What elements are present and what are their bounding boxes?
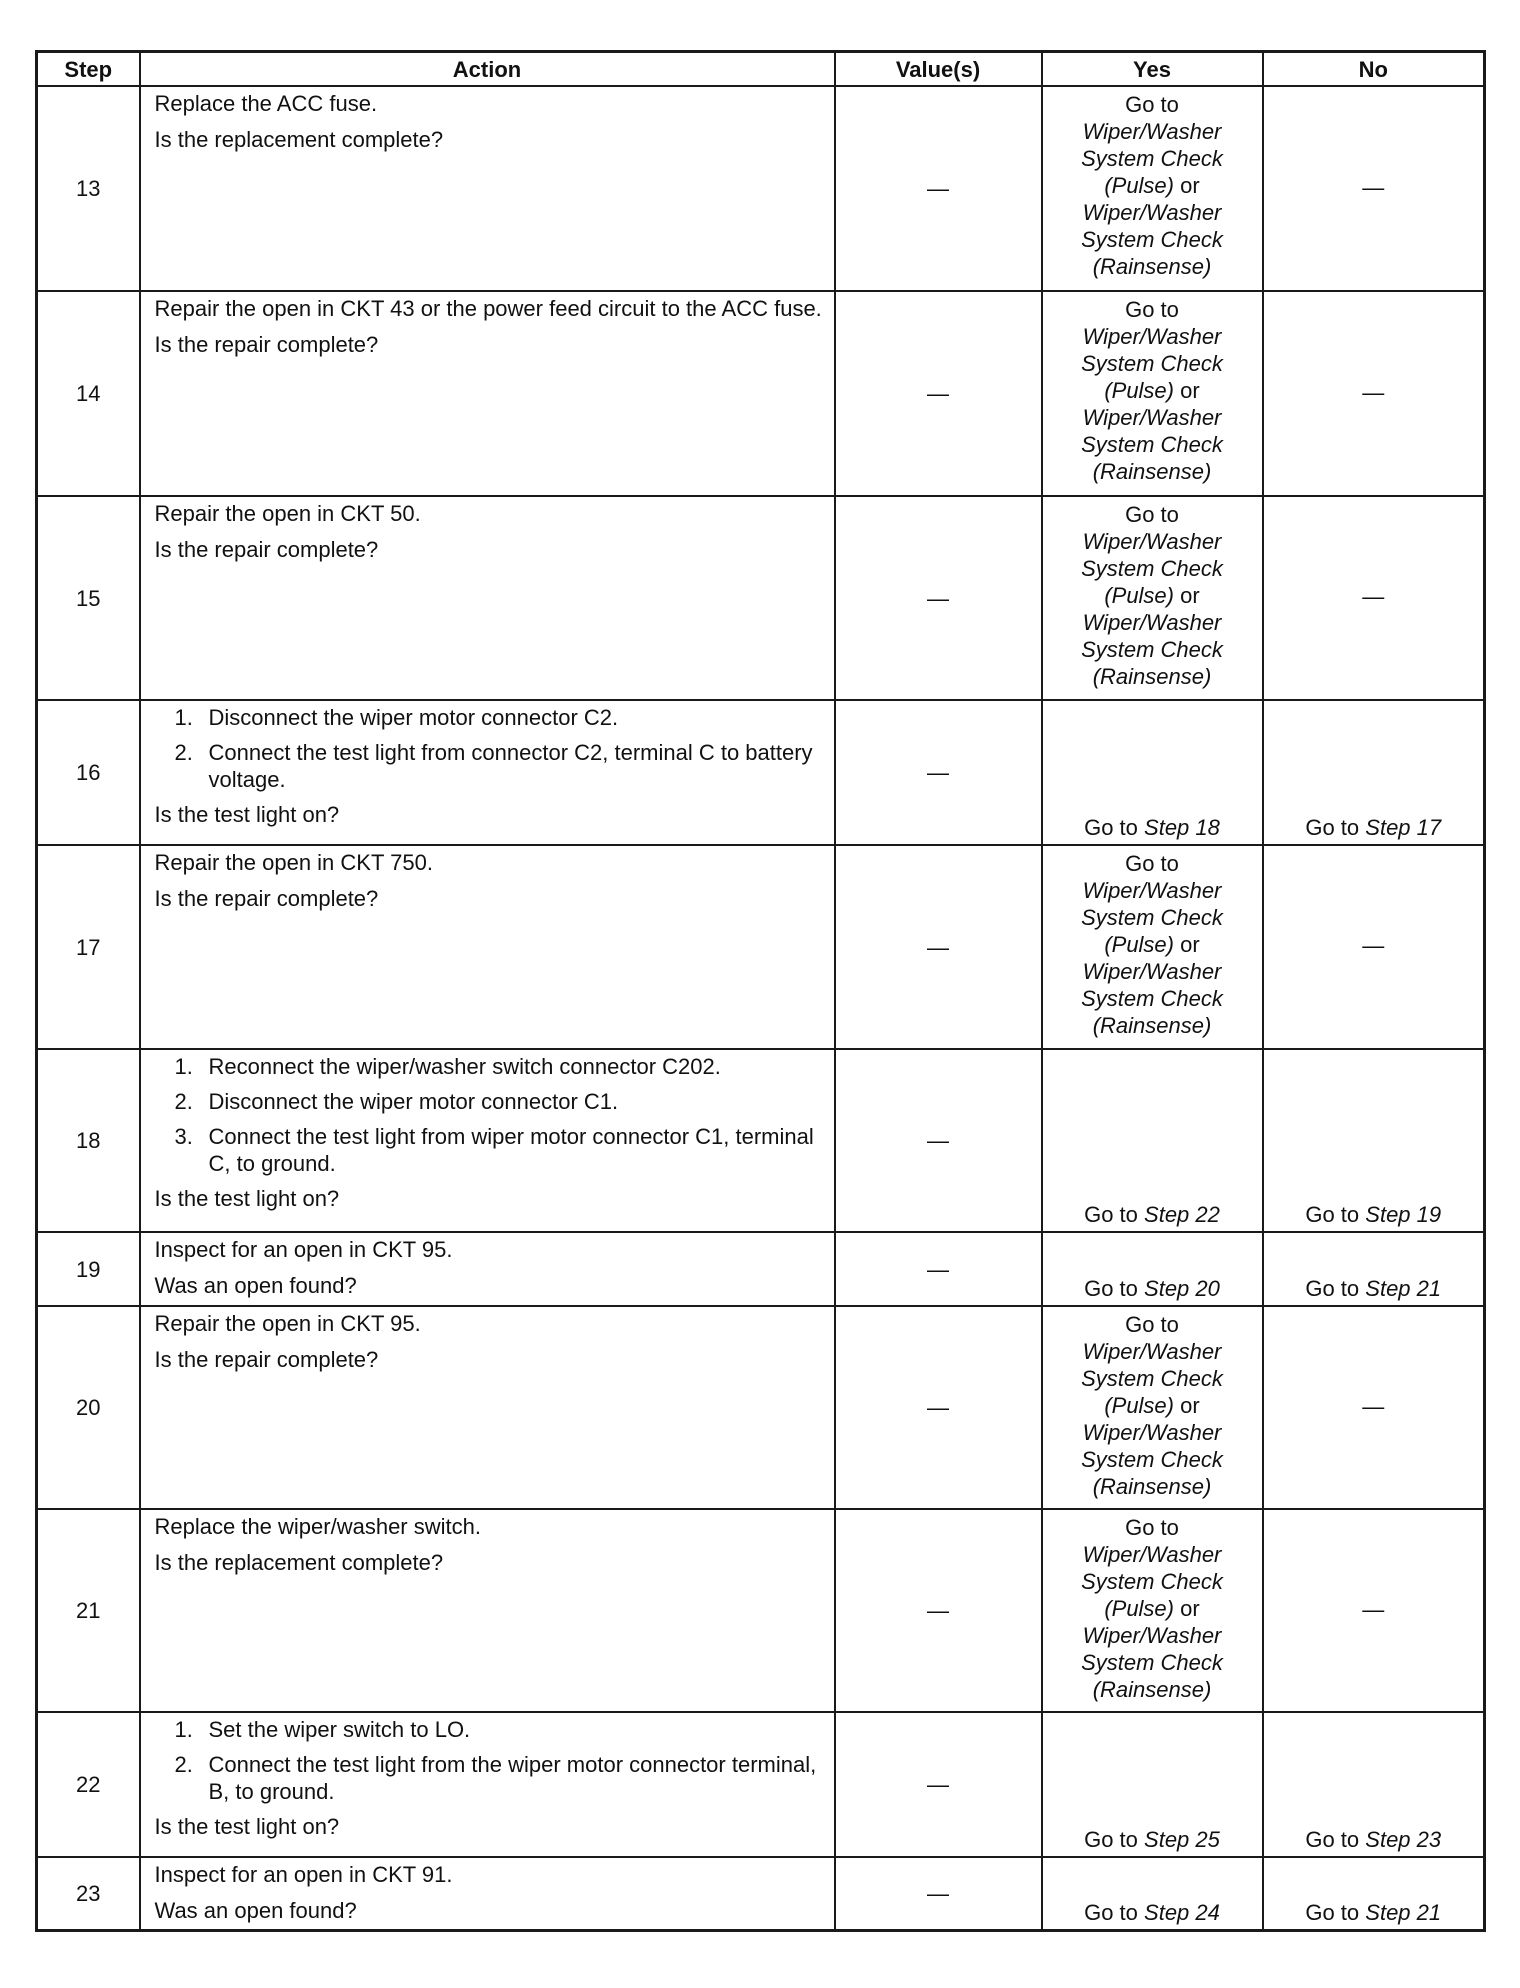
- system-name: System Check: [1081, 1569, 1223, 1594]
- header-values: Value(s): [835, 52, 1042, 87]
- table-row: [37, 291, 1485, 496]
- action-text: Inspect for an open in CKT 91.: [154, 1862, 453, 1887]
- goto-prefix: Go to: [1125, 297, 1179, 322]
- system-variant: (Pulse): [1104, 583, 1174, 608]
- yes-cell: [1042, 1232, 1263, 1306]
- yes-cell: [1042, 496, 1263, 700]
- step-word: Step: [1144, 1899, 1190, 1925]
- system-name: Wiper/Washer: [1082, 610, 1222, 635]
- header-action: Action: [140, 52, 835, 87]
- system-variant: (Rainsense): [1092, 254, 1212, 279]
- system-name: Wiper/Washer: [1082, 878, 1222, 903]
- no-dash: —: [1362, 379, 1385, 405]
- table-row: [37, 1712, 1485, 1857]
- goto-prefix: Go to: [1305, 1899, 1360, 1925]
- system-name: Wiper/Washer: [1082, 1420, 1222, 1445]
- step-cell: [37, 291, 140, 496]
- value-dash: —: [927, 1395, 949, 1420]
- action-list: [155, 1716, 824, 1805]
- list-item-text: Connect the test light from connector C2, terminal C to battery voltage.: [208, 740, 813, 792]
- step-reference: [1365, 815, 1441, 840]
- goto-step: [1084, 1827, 1220, 1852]
- value-dash: —: [927, 1772, 949, 1797]
- list-item: [155, 1053, 824, 1080]
- table-row: [37, 1232, 1485, 1306]
- goto-prefix: Go to: [1084, 1827, 1138, 1852]
- step-target: 18: [1195, 815, 1220, 840]
- goto-step: [1305, 1276, 1441, 1301]
- list-item-text: Connect the test light from wiper motor connector C1, terminal C, to ground.: [208, 1124, 814, 1176]
- system-name: System Check: [1081, 1366, 1223, 1391]
- action-text: Replace the wiper/washer switch.: [154, 1514, 481, 1539]
- no-cell: [1263, 1232, 1485, 1306]
- step-word: Step: [1144, 1827, 1190, 1852]
- step-cell: [37, 1306, 140, 1509]
- system-name: System Check: [1081, 1447, 1223, 1472]
- header-no: No: [1263, 52, 1485, 87]
- step-reference: [1365, 1276, 1441, 1301]
- step-reference: [1365, 1827, 1441, 1852]
- step-cell: [37, 1712, 140, 1857]
- no-cell: [1263, 86, 1485, 291]
- goto-prefix: Go to: [1305, 815, 1360, 840]
- step-reference: [1144, 815, 1220, 840]
- table-row: [37, 845, 1485, 1049]
- action-text: Repair the open in CKT 50.: [154, 501, 421, 526]
- action-question: Is the test light on?: [154, 802, 340, 827]
- list-number: 2.: [174, 740, 193, 765]
- step-number: 21: [76, 1598, 101, 1623]
- action-cell: [140, 1857, 835, 1930]
- goto-step: [1084, 815, 1220, 840]
- action-cell: [140, 1306, 835, 1509]
- list-item-text: Set the wiper switch to LO.: [208, 1717, 471, 1742]
- diagnostic-steps-table: [35, 50, 1486, 1932]
- or-text: or: [1180, 1393, 1200, 1418]
- action-cell: [140, 1509, 835, 1712]
- list-number: 1.: [174, 705, 193, 730]
- step-number: 14: [76, 381, 101, 406]
- step-target: 20: [1195, 1276, 1220, 1301]
- step-target: 21: [1416, 1899, 1442, 1925]
- action-question: Is the test light on?: [154, 1814, 340, 1839]
- system-name: Wiper/Washer: [1082, 324, 1222, 349]
- step-word: Step: [1144, 1276, 1190, 1301]
- value-dash: —: [927, 176, 949, 201]
- action-question: Is the repair complete?: [154, 886, 379, 911]
- no-cell: [1263, 1049, 1485, 1232]
- list-item: [155, 1123, 824, 1177]
- value-dash: —: [927, 585, 949, 611]
- yes-cell: [1042, 1509, 1263, 1712]
- step-reference: [1144, 1202, 1220, 1227]
- system-name: Wiper/Washer: [1082, 405, 1222, 430]
- yes-cell: [1042, 291, 1263, 496]
- no-cell: [1263, 1509, 1485, 1712]
- value-cell: [835, 700, 1042, 845]
- system-variant: (Rainsense): [1092, 664, 1212, 689]
- system-name: System Check: [1081, 556, 1223, 581]
- system-name: Wiper/Washer: [1082, 200, 1222, 225]
- no-cell: [1263, 291, 1485, 496]
- list-item-text: Disconnect the wiper motor connector C2.: [208, 705, 619, 730]
- system-name: System Check: [1081, 905, 1223, 930]
- table-row: [37, 700, 1485, 845]
- goto-prefix: Go to: [1084, 1276, 1138, 1301]
- yes-cell: [1042, 1049, 1263, 1232]
- step-reference: [1144, 1276, 1220, 1301]
- step-cell: [37, 1049, 140, 1232]
- action-cell: [140, 700, 835, 845]
- system-name: System Check: [1081, 146, 1223, 171]
- action-cell: [140, 845, 835, 1049]
- value-dash: —: [927, 1880, 949, 1906]
- system-name: System Check: [1081, 432, 1223, 457]
- goto-prefix: Go to: [1305, 1827, 1360, 1852]
- value-cell: [835, 1049, 1042, 1232]
- no-dash: —: [1362, 174, 1385, 200]
- system-name: Wiper/Washer: [1082, 1623, 1222, 1648]
- action-question: Was an open found?: [154, 1898, 357, 1923]
- action-question: Is the replacement complete?: [154, 1550, 444, 1575]
- table-body: [37, 86, 1485, 1930]
- action-list: [155, 704, 824, 793]
- system-name: Wiper/Washer: [1082, 119, 1222, 144]
- goto-step: [1084, 1202, 1220, 1227]
- no-dash: —: [1362, 1393, 1385, 1419]
- action-list: [155, 1053, 824, 1177]
- list-item-text: Reconnect the wiper/washer switch connector C202.: [208, 1054, 721, 1079]
- step-cell: [37, 496, 140, 700]
- table-row: [37, 496, 1485, 700]
- goto-step: [1305, 1202, 1441, 1227]
- action-cell: [140, 291, 835, 496]
- goto-system-check: [1049, 1311, 1256, 1500]
- step-reference: [1365, 1900, 1441, 1925]
- list-item: [155, 704, 824, 731]
- or-text: or: [1180, 378, 1200, 403]
- step-word: Step: [1365, 1899, 1411, 1925]
- value-cell: [835, 1857, 1042, 1930]
- goto-system-check: [1049, 296, 1256, 485]
- action-text: Repair the open in CKT 95.: [154, 1311, 421, 1336]
- step-word: Step: [1365, 1202, 1411, 1227]
- header-row: [37, 52, 1485, 87]
- action-text: Repair the open in CKT 750.: [154, 850, 433, 875]
- action-text: Replace the ACC fuse.: [154, 91, 378, 116]
- value-cell: [835, 86, 1042, 291]
- action-question: Is the repair complete?: [154, 332, 379, 357]
- step-reference: [1365, 1202, 1441, 1227]
- system-name: System Check: [1081, 351, 1223, 376]
- table-row: [37, 1049, 1485, 1232]
- table-row: [37, 1306, 1485, 1509]
- goto-prefix: Go to: [1084, 815, 1138, 840]
- no-dash: —: [1362, 1596, 1385, 1622]
- goto-prefix: Go to: [1125, 1312, 1179, 1337]
- step-target: 22: [1195, 1202, 1220, 1227]
- goto-prefix: Go to: [1084, 1202, 1138, 1227]
- system-name: System Check: [1081, 637, 1223, 662]
- step-target: 23: [1416, 1827, 1442, 1852]
- value-cell: [835, 291, 1042, 496]
- action-question: Was an open found?: [154, 1273, 357, 1298]
- step-word: Step: [1144, 1202, 1190, 1227]
- step-cell: [37, 1857, 140, 1930]
- value-cell: [835, 1712, 1042, 1857]
- goto-step: [1305, 1827, 1441, 1852]
- list-item: [155, 739, 824, 793]
- no-cell: [1263, 845, 1485, 1049]
- system-name: System Check: [1081, 227, 1223, 252]
- step-target: 19: [1416, 1202, 1442, 1227]
- step-word: Step: [1144, 815, 1190, 840]
- list-number: 2.: [174, 1089, 193, 1114]
- system-name: System Check: [1081, 1650, 1223, 1675]
- goto-prefix: Go to: [1305, 1276, 1360, 1301]
- step-word: Step: [1365, 815, 1411, 840]
- system-variant: (Rainsense): [1092, 1013, 1212, 1038]
- no-dash: —: [1362, 584, 1385, 609]
- value-dash: —: [927, 760, 949, 785]
- step-target: 17: [1416, 815, 1442, 840]
- header-step: Step: [37, 52, 140, 87]
- yes-cell: [1042, 86, 1263, 291]
- goto-system-check: [1049, 1514, 1256, 1703]
- action-cell: [140, 1232, 835, 1306]
- step-number: 23: [76, 1880, 101, 1906]
- action-text: Repair the open in CKT 43 or the power feed circuit to the ACC fuse.: [154, 296, 822, 321]
- step-word: Step: [1365, 1276, 1411, 1301]
- system-variant: (Pulse): [1104, 932, 1174, 957]
- value-cell: [835, 1306, 1042, 1509]
- system-name: Wiper/Washer: [1082, 1339, 1222, 1364]
- goto-system-check: [1049, 850, 1256, 1039]
- goto-system-check: [1049, 91, 1256, 280]
- step-number: 13: [76, 176, 101, 201]
- action-question: Is the replacement complete?: [154, 127, 444, 152]
- list-number: 3.: [174, 1124, 193, 1149]
- table-row: [37, 1509, 1485, 1712]
- action-cell: [140, 1049, 835, 1232]
- list-item-text: Connect the test light from the wiper motor connector terminal, B, to ground.: [208, 1752, 817, 1804]
- step-target: 25: [1195, 1827, 1220, 1852]
- system-variant: (Pulse): [1104, 1393, 1174, 1418]
- no-cell: [1263, 1857, 1485, 1930]
- no-cell: [1263, 1306, 1485, 1509]
- step-word: Step: [1365, 1827, 1411, 1852]
- goto-prefix: Go to: [1125, 1515, 1179, 1540]
- value-dash: —: [927, 1598, 949, 1623]
- system-name: Wiper/Washer: [1082, 1542, 1222, 1567]
- goto-prefix: Go to: [1125, 92, 1179, 117]
- action-question: Is the repair complete?: [154, 537, 379, 562]
- system-variant: (Pulse): [1104, 173, 1174, 198]
- step-cell: [37, 1232, 140, 1306]
- goto-step: [1084, 1900, 1220, 1925]
- goto-step: [1305, 815, 1441, 840]
- list-number: 1.: [174, 1717, 193, 1742]
- table-row: [37, 1857, 1485, 1930]
- table-row: [37, 86, 1485, 291]
- step-number: 20: [76, 1395, 101, 1420]
- list-number: 2.: [174, 1752, 193, 1777]
- value-cell: [835, 1232, 1042, 1306]
- goto-prefix: Go to: [1125, 851, 1179, 876]
- action-question: Is the test light on?: [154, 1186, 340, 1211]
- no-dash: —: [1362, 933, 1385, 958]
- action-cell: [140, 496, 835, 700]
- goto-step: [1084, 1276, 1220, 1301]
- action-question: Is the repair complete?: [154, 1347, 379, 1372]
- system-variant: (Rainsense): [1092, 1474, 1212, 1499]
- header-yes: Yes: [1042, 52, 1263, 87]
- value-dash: —: [927, 934, 949, 960]
- no-cell: [1263, 700, 1485, 845]
- no-cell: [1263, 1712, 1485, 1857]
- step-number: 15: [76, 585, 101, 611]
- system-name: Wiper/Washer: [1082, 959, 1222, 984]
- or-text: or: [1180, 1596, 1200, 1621]
- step-number: 22: [76, 1772, 101, 1797]
- or-text: or: [1180, 932, 1200, 957]
- yes-cell: [1042, 1712, 1263, 1857]
- step-cell: [37, 86, 140, 291]
- step-number: 16: [76, 760, 101, 785]
- or-text: or: [1180, 173, 1200, 198]
- value-cell: [835, 845, 1042, 1049]
- step-target: 21: [1416, 1276, 1442, 1301]
- goto-prefix: Go to: [1305, 1202, 1360, 1227]
- yes-cell: [1042, 1857, 1263, 1930]
- step-number: 18: [76, 1128, 101, 1153]
- list-item-text: Disconnect the wiper motor connector C1.: [208, 1089, 619, 1114]
- goto-prefix: Go to: [1084, 1899, 1138, 1925]
- system-variant: (Pulse): [1104, 1596, 1174, 1621]
- value-dash: —: [927, 381, 949, 406]
- yes-cell: [1042, 700, 1263, 845]
- system-variant: (Rainsense): [1092, 459, 1212, 484]
- step-reference: [1144, 1900, 1220, 1925]
- action-cell: [140, 86, 835, 291]
- value-cell: [835, 496, 1042, 700]
- value-cell: [835, 1509, 1042, 1712]
- yes-cell: [1042, 845, 1263, 1049]
- step-cell: [37, 845, 140, 1049]
- system-variant: (Rainsense): [1092, 1677, 1212, 1702]
- system-name: System Check: [1081, 986, 1223, 1011]
- step-number: 19: [76, 1256, 101, 1282]
- step-cell: [37, 700, 140, 845]
- goto-step: [1305, 1900, 1441, 1925]
- action-cell: [140, 1712, 835, 1857]
- value-dash: —: [927, 1128, 949, 1153]
- step-reference: [1144, 1827, 1220, 1852]
- list-item: [155, 1751, 824, 1805]
- step-number: 17: [76, 934, 101, 960]
- value-dash: —: [927, 1256, 949, 1282]
- system-variant: (Pulse): [1104, 378, 1174, 403]
- yes-cell: [1042, 1306, 1263, 1509]
- list-item: [155, 1716, 824, 1743]
- action-text: Inspect for an open in CKT 95.: [154, 1237, 453, 1262]
- step-target: 24: [1195, 1899, 1220, 1925]
- goto-system-check: [1049, 501, 1256, 690]
- step-cell: [37, 1509, 140, 1712]
- no-cell: [1263, 496, 1485, 700]
- list-number: 1.: [174, 1054, 193, 1079]
- goto-prefix: Go to: [1125, 502, 1179, 527]
- list-item: [155, 1088, 824, 1115]
- or-text: or: [1180, 583, 1200, 608]
- system-name: Wiper/Washer: [1082, 529, 1222, 554]
